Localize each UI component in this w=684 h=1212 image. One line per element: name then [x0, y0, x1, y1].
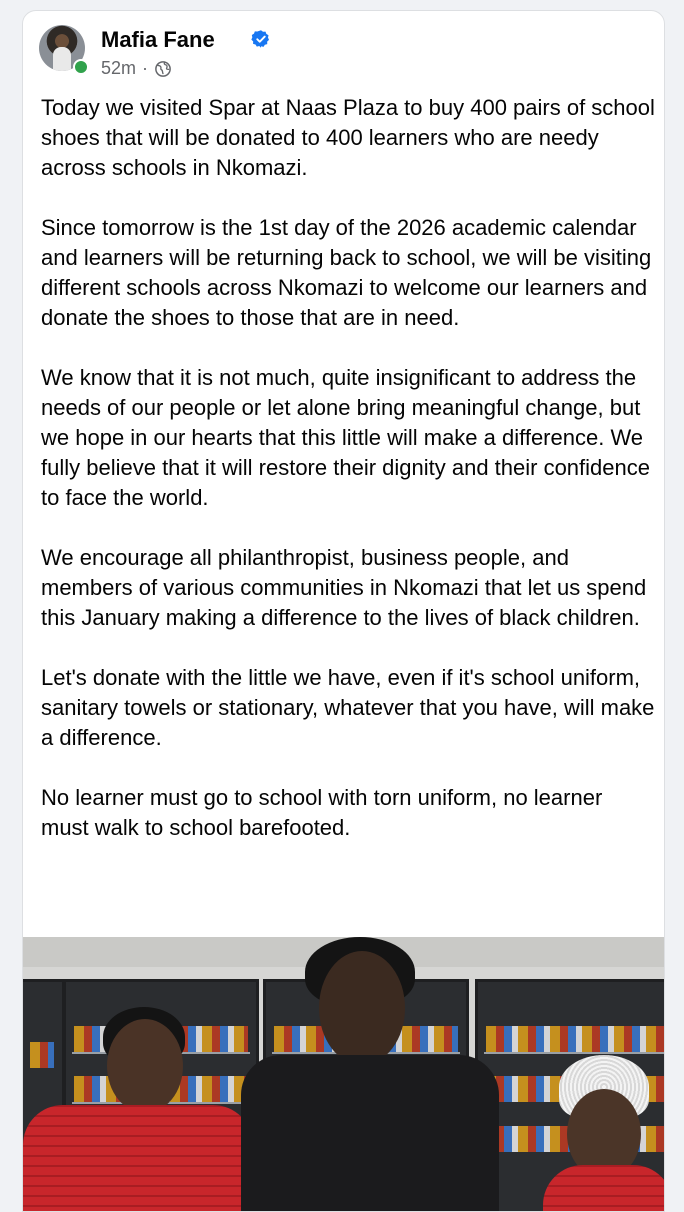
post-meta: [101, 58, 172, 79]
post-card: [22, 10, 665, 1212]
globe-icon[interactable]: [154, 60, 172, 78]
post-body: [41, 93, 656, 873]
post-paragraph: We know that it is not much, quite insignificant to address the needs of our people or let alone bring meaningful change, but we hope in our hearts that this little will make a difference. We fully believe that it will restore their dignity and their confidence to face the world.: [41, 365, 650, 510]
meta-separator: ·: [142, 58, 149, 78]
post-header: [39, 25, 639, 85]
verified-badge-icon: [251, 29, 271, 49]
post-paragraph: No learner must go to school with torn uniform, no learner must walk to school barefooted.: [41, 785, 603, 840]
post-paragraph: Let's donate with the little we have, even if it's school uniform, sanitary towels or stationary, whatever that you have, will make a difference.: [41, 665, 655, 750]
post-timestamp[interactable]: 52m: [101, 58, 137, 78]
post-paragraph: We encourage all philanthropist, business people, and members of various communities in Nkomazi that let us spend this January making a difference to the lives of black children.: [41, 545, 647, 630]
post-paragraph: Today we visited Spar at Naas Plaza to buy 400 pairs of school shoes that will be donated to 400 learners who are needy across schools in Nkomazi.: [41, 95, 655, 180]
author-name[interactable]: Mafia Fane: [101, 27, 215, 52]
online-status-dot: [73, 59, 89, 75]
post-paragraph: Since tomorrow is the 1st day of the 2026 academic calendar and learners will be returning back to school, we will be visiting different schools across Nkomazi to welcome our learners and donate the shoes to those that are in need.: [41, 215, 652, 330]
post-photo[interactable]: [23, 937, 664, 1211]
